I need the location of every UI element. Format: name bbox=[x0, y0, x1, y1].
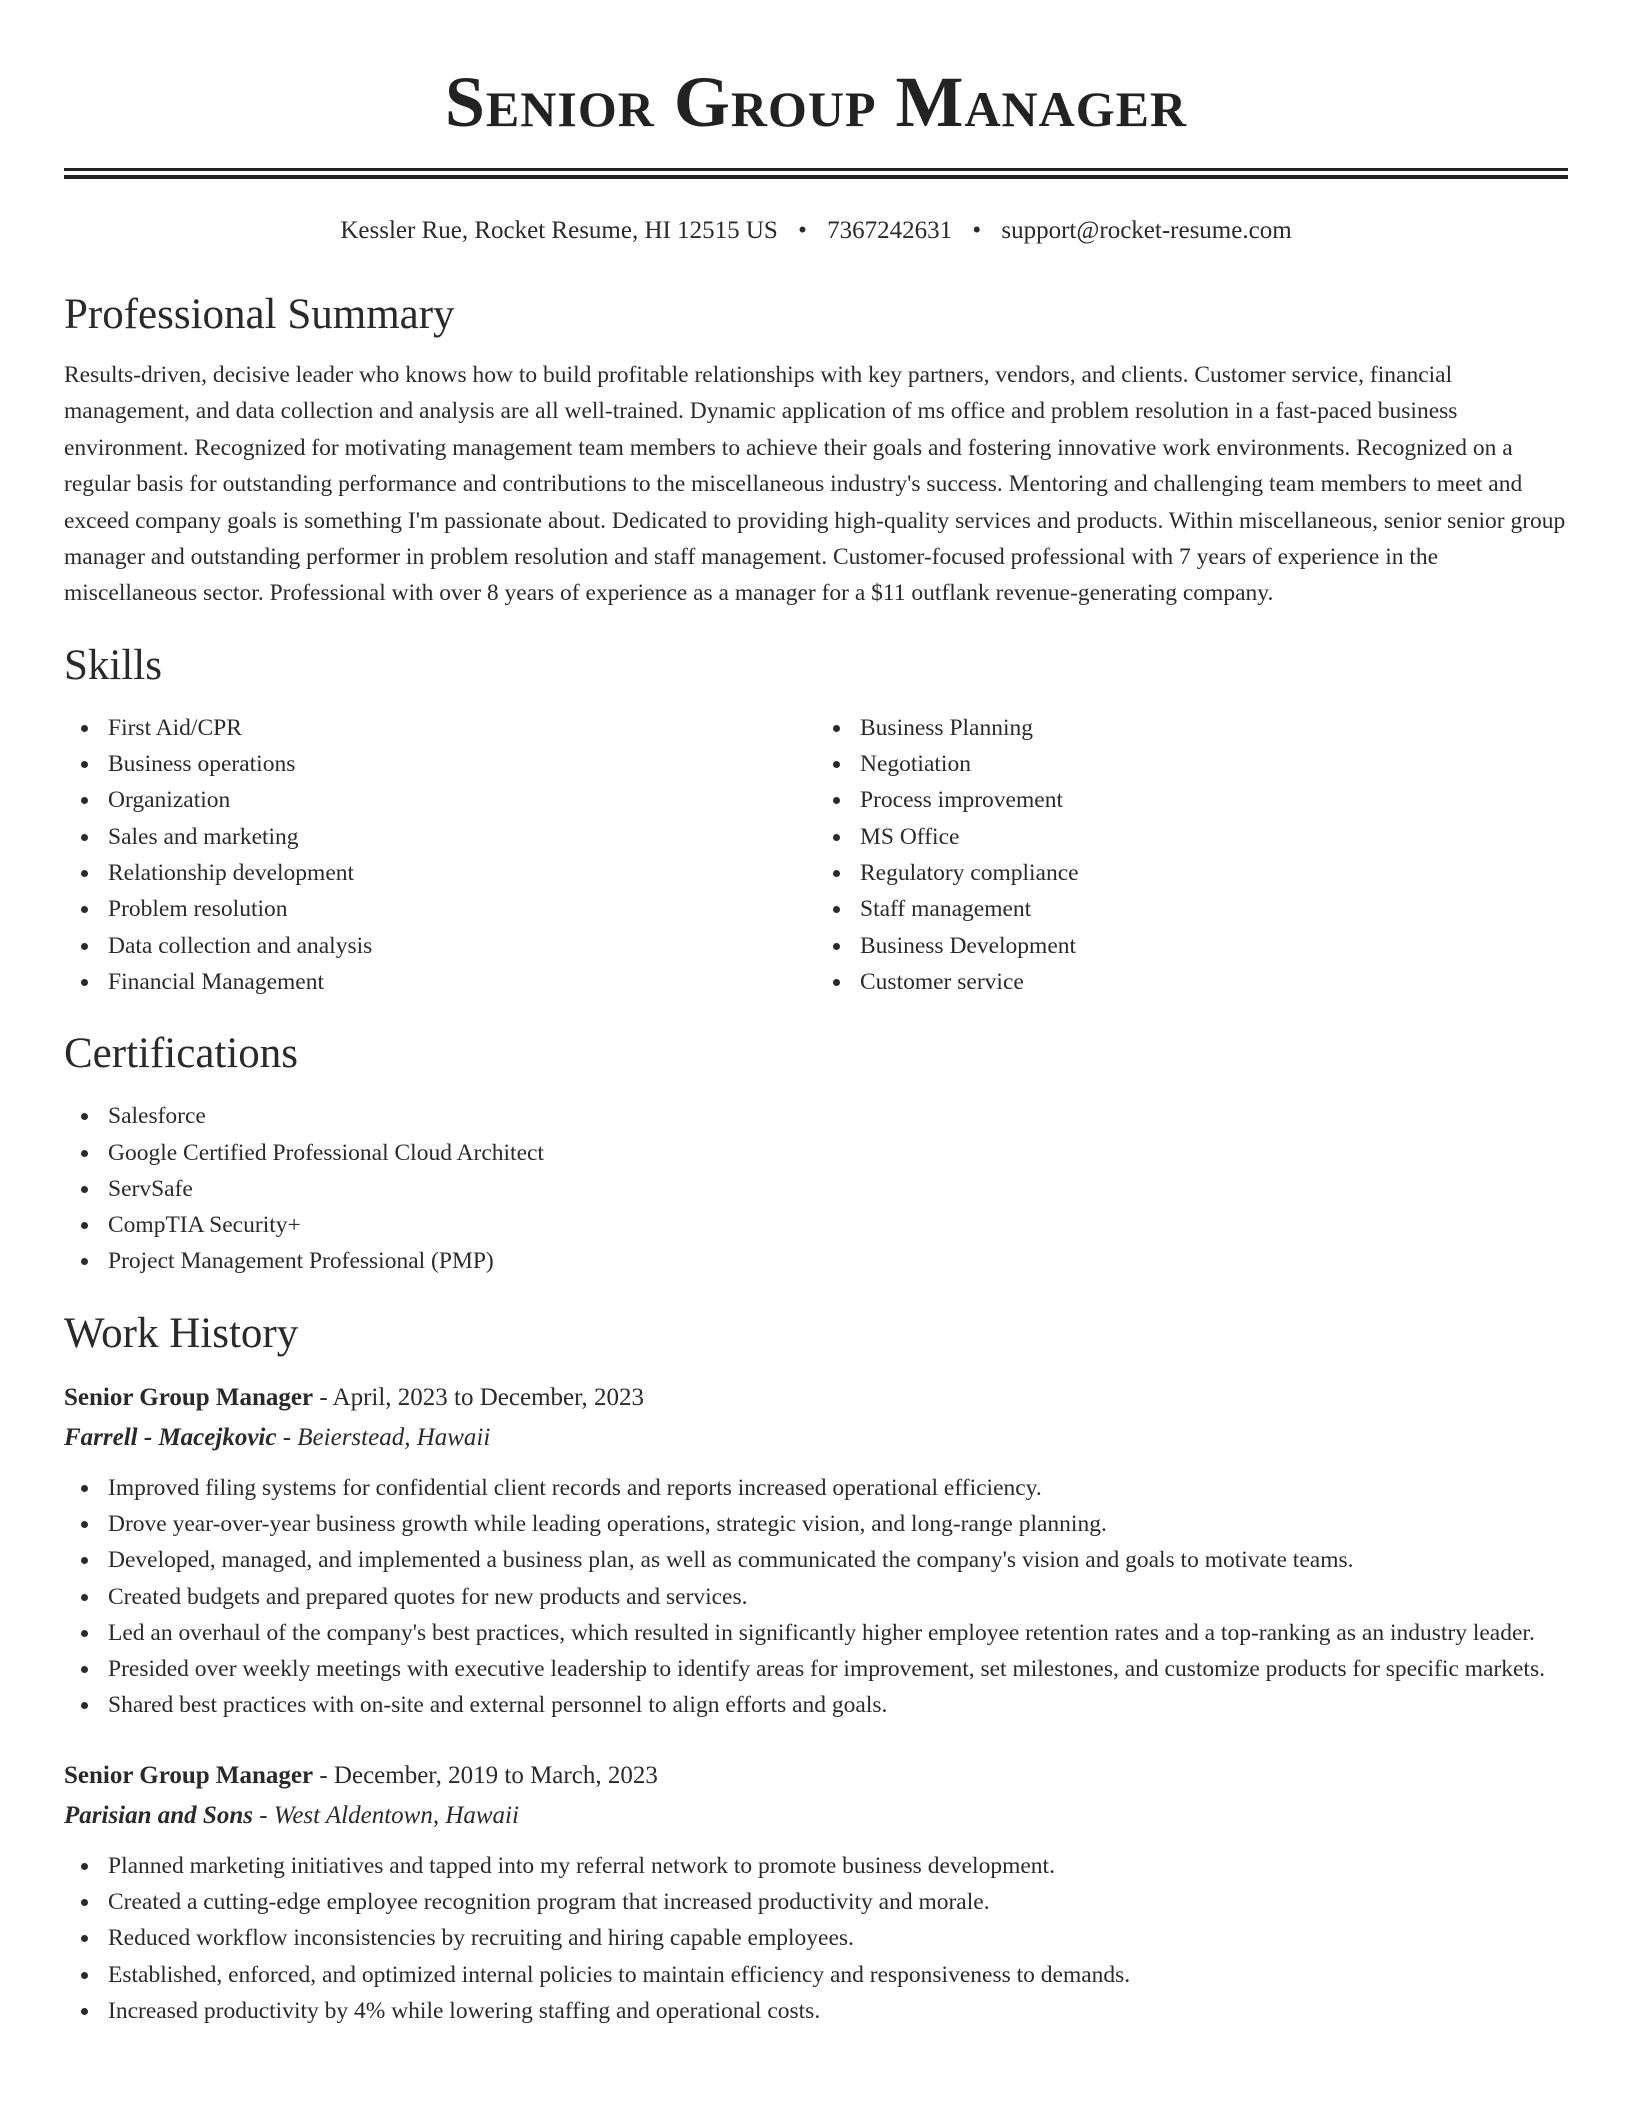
job-location: - West Aldentown, Hawaii bbox=[252, 1801, 519, 1829]
header-double-rule bbox=[64, 168, 1568, 179]
job-title-line bbox=[64, 1756, 1568, 1796]
skill-item: Business operations bbox=[108, 746, 816, 782]
contact-separator: • bbox=[972, 217, 982, 244]
contact-address: Kessler Rue, Rocket Resume, HI 12515 US bbox=[340, 217, 778, 244]
skill-item: Process improvement bbox=[860, 782, 1568, 818]
summary-heading: Professional Summary bbox=[64, 291, 455, 338]
skills-list-right bbox=[816, 710, 1568, 1000]
certification-item: Google Certified Professional Cloud Architect bbox=[108, 1135, 1568, 1171]
job-title: Senior Group Manager bbox=[64, 1383, 314, 1411]
job-bullets bbox=[64, 1848, 1568, 2029]
job-bullet: Increased productivity by 4% while lowering staffing and operational costs. bbox=[108, 1993, 1568, 2029]
skill-item: MS Office bbox=[860, 819, 1568, 855]
job-bullets bbox=[64, 1470, 1568, 1724]
certification-item: CompTIA Security+ bbox=[108, 1207, 1568, 1243]
job-dates: - April, 2023 to December, 2023 bbox=[313, 1383, 644, 1411]
skills-section bbox=[64, 640, 1568, 1000]
job-dates: - December, 2019 to March, 2023 bbox=[313, 1761, 658, 1789]
certifications-section bbox=[64, 1028, 1568, 1279]
skills-heading: Skills bbox=[64, 641, 162, 689]
job-company: Farrell - Macejkovic bbox=[64, 1423, 277, 1451]
job-bullet: Established, enforced, and optimized internal policies to maintain efficiency and responsiveness to demands. bbox=[108, 1957, 1568, 1993]
skill-item: Business Development bbox=[860, 928, 1568, 964]
skill-item: Staff management bbox=[860, 891, 1568, 927]
job-bullet: Shared best practices with on-site and external personnel to align efforts and goals. bbox=[108, 1687, 1568, 1723]
job-title-line bbox=[64, 1378, 1568, 1418]
job-bullet: Planned marketing initiatives and tapped into my referral network to promote business development. bbox=[108, 1848, 1568, 1884]
skills-list-left bbox=[64, 710, 816, 1000]
job-bullet: Created a cutting-edge employee recognition program that increased productivity and morale. bbox=[108, 1884, 1568, 1920]
certifications-heading: Certifications bbox=[64, 1030, 299, 1078]
skill-item: Financial Management bbox=[108, 964, 816, 1000]
job-bullet: Reduced workflow inconsistencies by recruiting and hiring capable employees. bbox=[108, 1920, 1568, 1956]
contact-separator: • bbox=[798, 217, 807, 244]
job-location: - Beierstead, Hawaii bbox=[276, 1423, 491, 1451]
job-bullet: Developed, managed, and implemented a business plan, as well as communicated the company's vision and goals to motivate teams. bbox=[108, 1542, 1568, 1578]
skill-item: Organization bbox=[108, 782, 816, 818]
resume-page bbox=[64, 0, 1568, 2029]
contact-email: support@rocket-resume.com bbox=[1001, 217, 1292, 244]
certifications-list bbox=[64, 1098, 1568, 1279]
work-history-section bbox=[64, 1308, 1568, 2030]
skill-item: Customer service bbox=[860, 964, 1568, 1000]
job-company-line bbox=[64, 1418, 1568, 1458]
job-entry bbox=[64, 1756, 1568, 2029]
skill-item: Sales and marketing bbox=[108, 819, 816, 855]
job-bullet: Created budgets and prepared quotes for new products and services. bbox=[108, 1579, 1568, 1615]
skill-item: Regulatory compliance bbox=[860, 855, 1568, 891]
contact-phone: 7367242631 bbox=[827, 217, 953, 244]
certification-item: Project Management Professional (PMP) bbox=[108, 1243, 1568, 1279]
certification-item: Salesforce bbox=[108, 1098, 1568, 1134]
skill-item: Business Planning bbox=[860, 710, 1568, 746]
job-bullet: Presided over weekly meetings with executive leadership to identify areas for improvement, set milestones, and customize products for specific markets. bbox=[108, 1651, 1568, 1687]
professional-summary-section bbox=[64, 289, 1568, 612]
job-entry bbox=[64, 1378, 1568, 1724]
skill-item: Problem resolution bbox=[108, 891, 816, 927]
skill-item: Negotiation bbox=[860, 746, 1568, 782]
job-bullet: Drove year-over-year business growth while leading operations, strategic vision, and long-range planning. bbox=[108, 1506, 1568, 1542]
contact-line bbox=[64, 215, 1568, 247]
skills-columns bbox=[64, 710, 1568, 1000]
job-company-line bbox=[64, 1796, 1568, 1836]
summary-paragraph: Results-driven, decisive leader who knows how to build profitable relationships with key partners, vendors, and clients. Customer service, financial management, and data collection and analysis are all well-trained. Dynamic application of ms office and problem resolution in a fast-paced business environment. Recognized for motivating management team members to achieve their goals and fostering innovative work environments. Recognized on a regular basis for outstanding performance and contributions to the miscellaneous industry's success. Mentoring and challenging team members to meet and exceed company goals is something I'm passionate about. Dedicated to providing high-quality services and products. Within miscellaneous, senior senior group manager and outstanding performer in problem resolution and staff management. Customer-focused professional with 7 years of experience in the miscellaneous sector. Professional with over 8 years of experience as a manager for a $11 outflank revenue-generating company. bbox=[64, 362, 1566, 607]
skill-item: Data collection and analysis bbox=[108, 928, 816, 964]
job-bullet: Led an overhaul of the company's best practices, which resulted in significantly higher employee retention rates and a top-ranking as an industry leader. bbox=[108, 1615, 1568, 1651]
resume-name-title: Senior Group Manager bbox=[444, 62, 1188, 142]
job-company: Parisian and Sons bbox=[64, 1801, 253, 1829]
skill-item: First Aid/CPR bbox=[108, 710, 816, 746]
certification-item: ServSafe bbox=[108, 1171, 1568, 1207]
skill-item: Relationship development bbox=[108, 855, 816, 891]
job-bullet: Improved filing systems for confidential client records and reports increased operational efficiency. bbox=[108, 1470, 1568, 1506]
work-history-heading: Work History bbox=[64, 1309, 299, 1357]
job-title: Senior Group Manager bbox=[64, 1761, 314, 1789]
